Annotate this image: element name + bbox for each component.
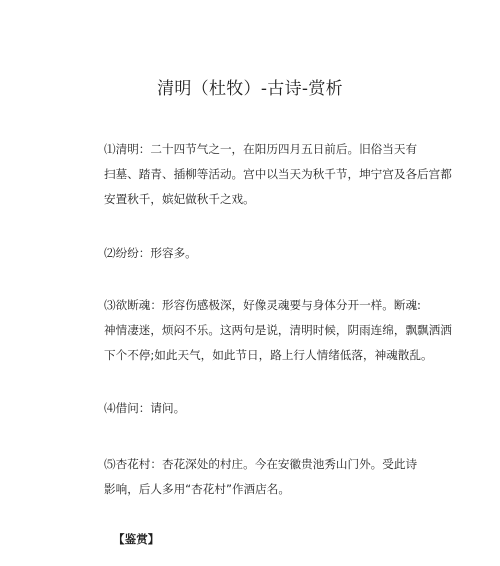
note-5-line-2: 影响，后人多用“杏花村”作酒店名。 bbox=[104, 482, 290, 496]
note-4-line-1: ⑷借问：请问。 bbox=[104, 401, 186, 415]
appreciation-heading: 【鉴赏】 bbox=[113, 532, 160, 546]
note-5 bbox=[104, 452, 418, 502]
note-1 bbox=[104, 137, 452, 212]
note-1-line-3: 安置秋千，嫔妃做秋千之戏。 bbox=[104, 192, 255, 206]
note-1-line-1: ⑴清明：二十四节气之一，在阳历四月五日前后。旧俗当天有 bbox=[104, 142, 418, 156]
note-2-line-1: ⑵纷纷：形容多。 bbox=[104, 246, 197, 260]
note-5-line-1: ⑸杏花村：杏花深处的村庄。今在安徽贵池秀山门外。受此诗 bbox=[104, 457, 418, 471]
note-3-line-3: 下个不停;如此天气，如此节日，路上行人情绪低落，神魂散乱。 bbox=[104, 348, 433, 362]
note-3-line-2: 神情凄迷，烦闷不乐。这两句是说，清明时候，阴雨连绵，飘飘洒洒 bbox=[104, 323, 452, 337]
note-4 bbox=[104, 396, 396, 421]
note-3 bbox=[104, 293, 452, 368]
note-2 bbox=[104, 241, 396, 266]
note-3-line-1: ⑶欲断魂：形容伤感极深，好像灵魂要与身体分开一样。断魂: bbox=[104, 298, 421, 312]
document-title: 清明（杜牧）-古诗-赏析 bbox=[157, 79, 343, 99]
note-1-line-2: 扫墓、踏青、插柳等活动。宫中以当天为秋千节，坤宁宫及各后宫都 bbox=[104, 167, 452, 181]
